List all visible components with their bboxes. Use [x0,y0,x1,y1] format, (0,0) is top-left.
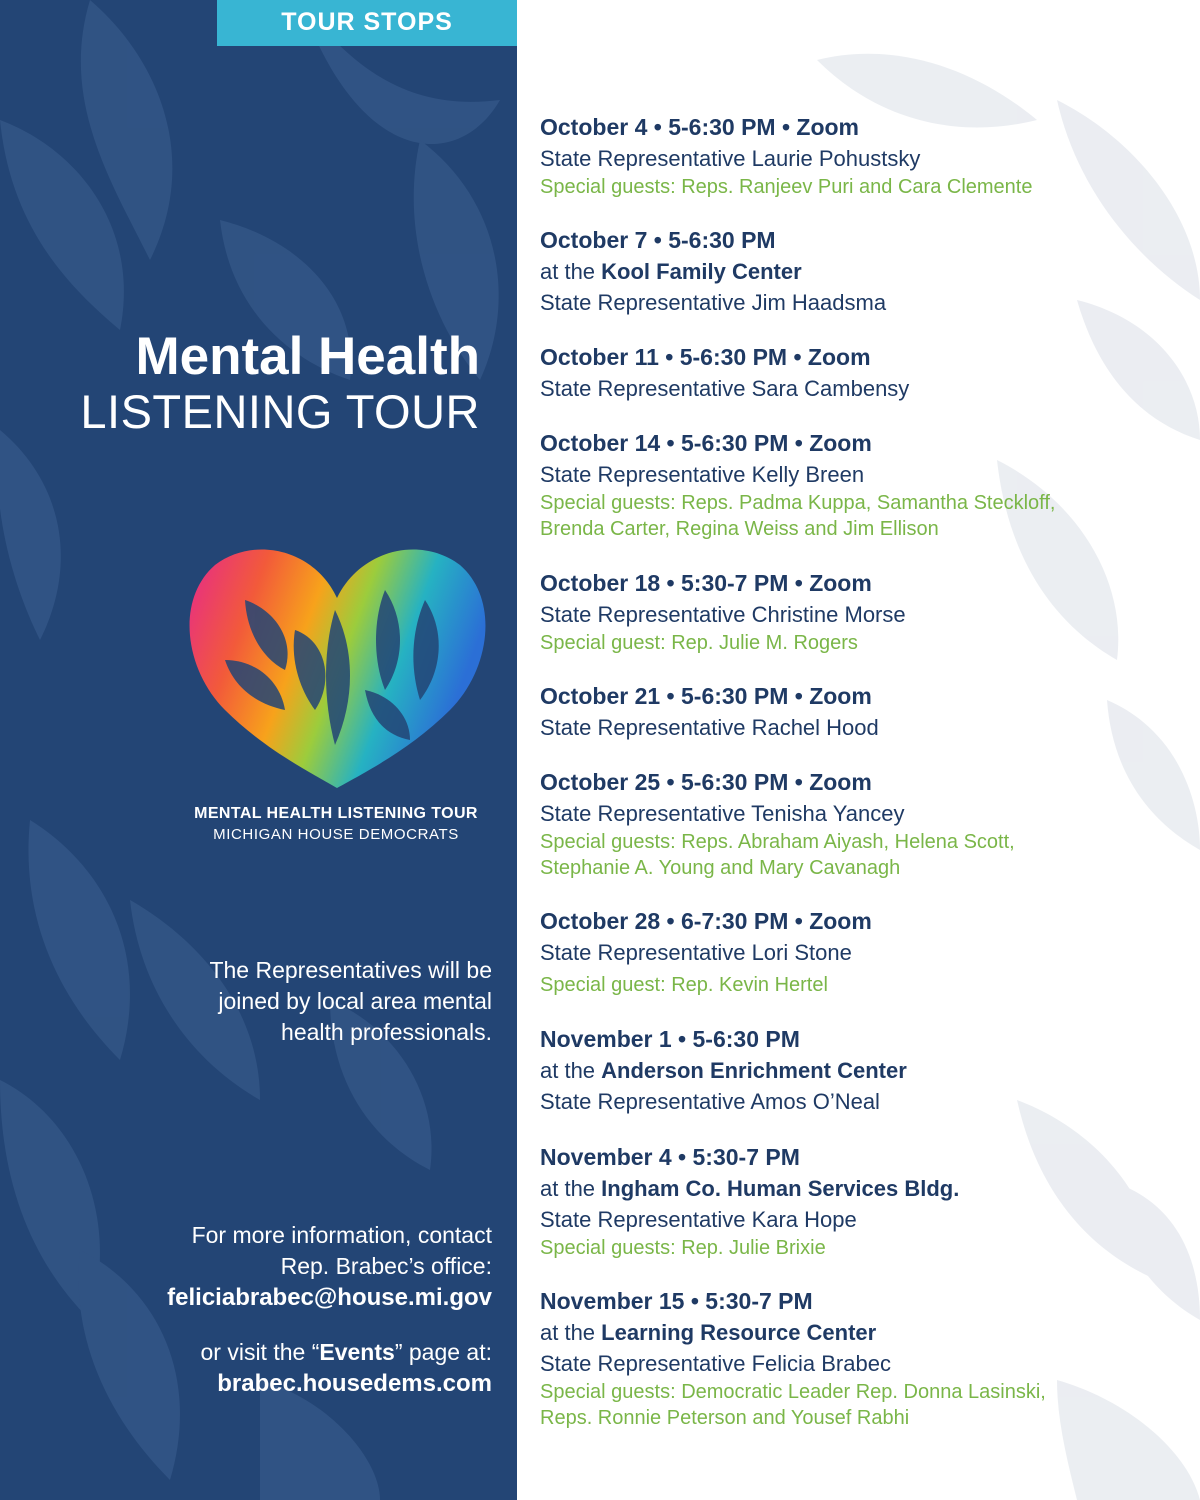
tour-stop [540,1023,1190,1117]
note-text [120,955,492,1048]
contact-line: For more information, contact [191,1222,492,1248]
stop-guests: Special guests: Rep. Julie Brixie [540,1237,826,1259]
brand-organization: MICHIGAN HOUSE DEMOCRATS [213,826,459,843]
tour-stop [540,111,1190,200]
stop-date-time: November 1 • 5-6:30 PM [540,1026,800,1052]
contact-info [80,1220,492,1399]
tour-stop [540,680,1190,743]
stop-representative: State Representative Tenisha Yancey [540,801,905,826]
venue-prefix: at the [540,259,602,284]
contact-line: Rep. Brabec’s office: [280,1253,492,1279]
stop-representative: State Representative Kelly Breen [540,462,865,487]
stop-guests: Special guest: Rep. Julie M. Rogers [540,632,858,654]
venue-prefix: at the [540,1058,602,1083]
contact-email-link[interactable]: feliciabrabec@house.mi.gov [167,1284,492,1311]
stop-date-time: October 28 • 6-7:30 PM • Zoom [540,908,872,934]
stop-date-time: October 4 • 5-6:30 PM • Zoom [540,114,860,140]
note-line: health professionals. [281,1019,492,1045]
stop-guests: Stephanie A. Young and Mary Cavanagh [540,857,901,879]
venue-name: Anderson Enrichment Center [601,1058,907,1083]
visit-line [80,1337,492,1368]
stop-venue [540,256,1190,287]
stop-date-time: October 11 • 5-6:30 PM • Zoom [540,344,871,370]
tour-stop [540,224,1190,318]
venue-name: Ingham Co. Human Services Bldg. [601,1176,960,1201]
tour-stop [540,1141,1190,1261]
stop-representative: State Representative Christine Morse [540,602,906,627]
visit-prefix: or visit the “ [200,1339,320,1365]
stop-representative: State Representative Amos O’Neal [540,1089,880,1114]
page-title: Mental Health [135,327,480,386]
tour-stop [540,567,1190,656]
stop-date-time: November 4 • 5:30-7 PM [540,1144,800,1170]
stop-guests: Special guests: Reps. Padma Kuppa, Samantha Steckloff, [540,492,1056,514]
venue-prefix: at the [540,1176,602,1201]
stop-representative: State Representative Kara Hope [540,1207,857,1232]
events-page-label: Events [319,1339,395,1365]
stop-venue [540,1055,1190,1086]
venue-prefix: at the [540,1320,602,1345]
page-subtitle: LISTENING TOUR [80,385,480,438]
stop-date-time: October 21 • 5-6:30 PM • Zoom [540,683,872,709]
tour-stop [540,766,1190,881]
stop-representative: State Representative Lori Stone [540,940,852,965]
stop-date-time: October 7 • 5-6:30 PM [540,227,776,253]
stop-guests: Reps. Ronnie Peterson and Yousef Rabhi [540,1407,910,1429]
stop-venue [540,1317,1190,1348]
stop-guests: Brenda Carter, Regina Weiss and Jim Ellison [540,518,939,540]
tour-stop [540,341,1190,404]
note-line: joined by local area mental [218,988,492,1014]
tour-stop [540,905,1190,998]
stop-date-time: October 14 • 5-6:30 PM • Zoom [540,430,872,456]
note-line: The Representatives will be [209,957,492,983]
venue-name: Kool Family Center [601,259,802,284]
stop-guests: Special guests: Reps. Abraham Aiyash, Helena Scott, [540,831,1015,853]
stop-representative: State Representative Sara Cambensy [540,376,910,401]
brand-name: MENTAL HEALTH LISTENING TOUR [194,805,478,822]
stop-representative: State Representative Rachel Hood [540,715,879,740]
visit-suffix: ” page at: [394,1339,492,1365]
tour-stop [540,1285,1190,1431]
stop-venue [540,1173,1190,1204]
stop-date-time: October 25 • 5-6:30 PM • Zoom [540,769,872,795]
stop-guests: Special guests: Reps. Ranjeev Puri and Cara Clemente [540,176,1033,198]
stop-representative: State Representative Jim Haadsma [540,290,887,315]
stop-representative: State Representative Felicia Brabec [540,1351,891,1376]
stop-date-time: October 18 • 5:30-7 PM • Zoom [540,570,872,596]
tour-stops-tab: TOUR STOPS [217,0,517,46]
stop-representative: State Representative Laurie Pohustsky [540,146,921,171]
website-link[interactable]: brabec.housedems.com [217,1370,492,1397]
rainbow-heart-leaf-icon [185,540,490,790]
venue-name: Learning Resource Center [601,1320,877,1345]
stop-date-time: November 15 • 5:30-7 PM [540,1288,813,1314]
tour-stop [540,427,1190,542]
stop-guests: Special guests: Democratic Leader Rep. Donna Lasinski, [540,1381,1046,1403]
stop-guests: Special guest: Rep. Kevin Hertel [540,974,828,996]
